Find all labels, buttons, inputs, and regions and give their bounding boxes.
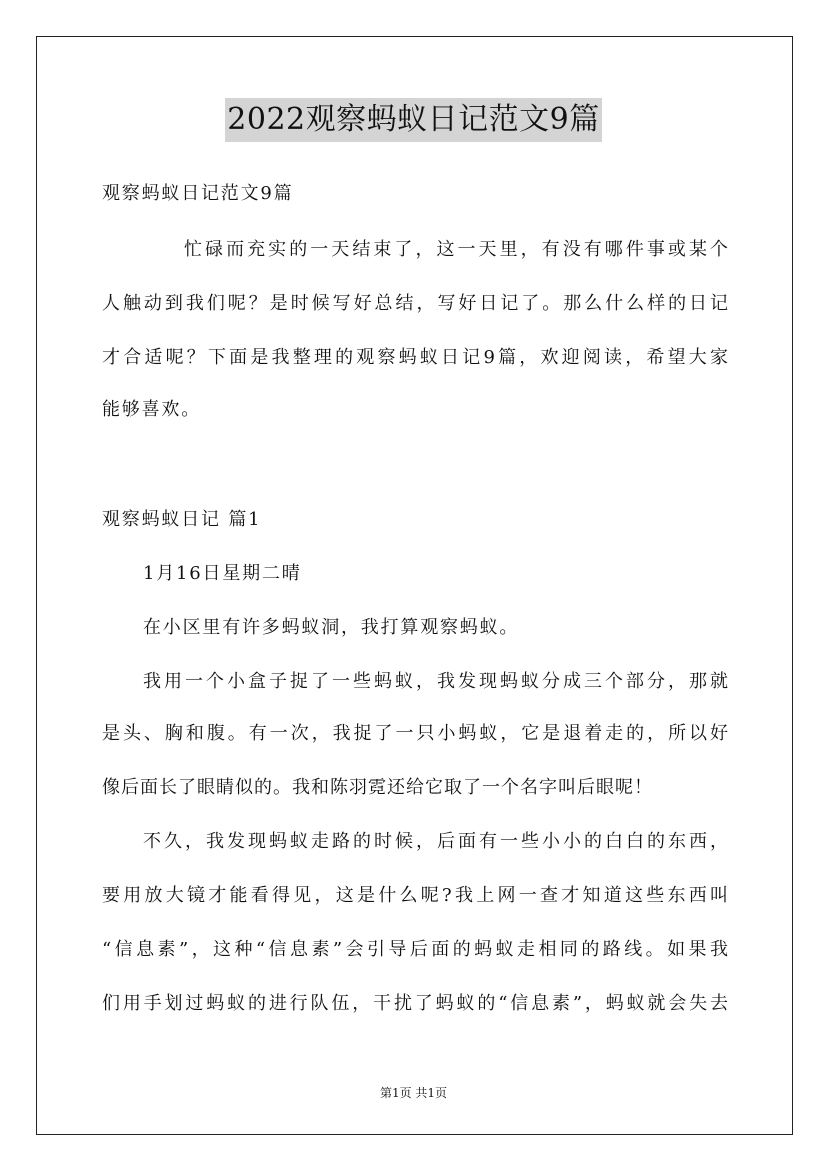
body-line-7: “信息素”，这种“信息素”会引导后面的蚂蚁走相同的路线。如果我 [102, 939, 728, 960]
body-line-8: 们用手划过蚂蚁的进行队伍，干扰了蚂蚁的“信息素”，蚂蚁就会失去 [102, 993, 728, 1014]
body-line-1: 在小区里有许多蚂蚁洞，我打算观察蚂蚁。 [143, 617, 520, 638]
document-subtitle: 观察蚂蚁日记范文9篇 [102, 183, 294, 204]
date-line: 1月16日星期二晴 [143, 563, 302, 584]
body-line-6: 要用放大镜才能看得见，这是什么呢?我上网一查才知道这些东西叫 [102, 885, 728, 906]
intro-line-4: 能够喜欢。 [102, 399, 201, 420]
intro-line-2: 人触动到我们呢？是时候写好总结，写好日记了。那么什么样的日记 [102, 293, 728, 314]
body-line-3: 是头、胸和腹。有一次，我捉了一只小蚂蚁，它是退着走的，所以好 [102, 723, 728, 744]
body-line-5: 不久，我发现蚂蚁走路的时候，后面有一些小小的白白的东西， [143, 831, 728, 852]
title-container [0, 98, 827, 142]
document-title: 2022观察蚂蚁日记范文9篇 [225, 98, 601, 142]
intro-line-1: 忙碌而充实的一天结束了，这一天里，有没有哪件事或某个 [184, 239, 728, 260]
page-footer: 第1页 共1页 [379, 1086, 448, 1100]
section-heading: 观察蚂蚁日记 篇1 [102, 509, 262, 530]
intro-line-3: 才合适呢？下面是我整理的观察蚂蚁日记9篇，欢迎阅读，希望大家 [102, 347, 728, 368]
body-line-4: 像后面长了眼睛似的。我和陈羽霓还给它取了一个名字叫后眼呢！ [102, 777, 653, 798]
body-line-2: 我用一个小盒子捉了一些蚂蚁，我发现蚂蚁分成三个部分，那就 [143, 671, 728, 692]
